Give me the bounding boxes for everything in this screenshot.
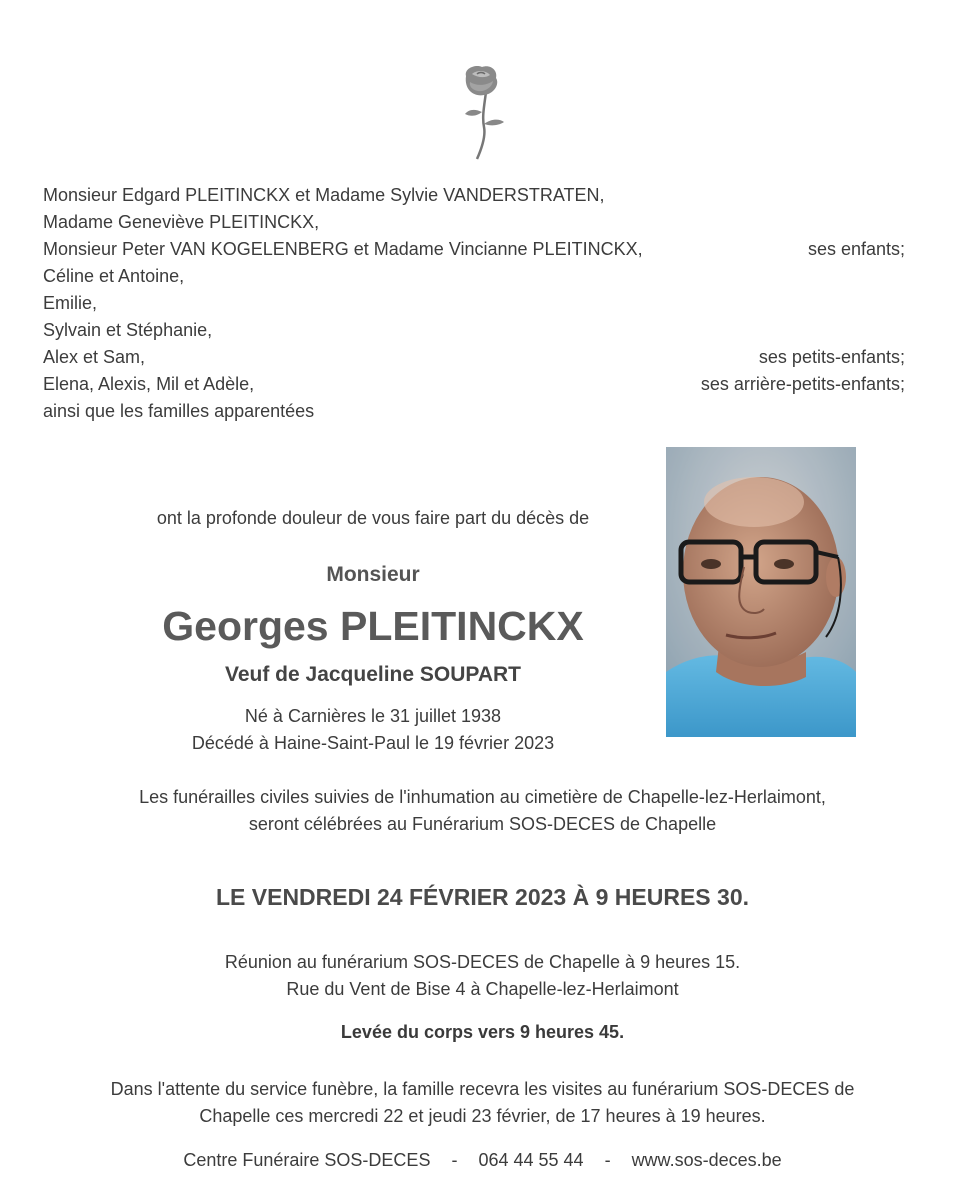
address-line: Rue du Vent de Bise 4 à Chapelle-lez-Herlaimont — [286, 979, 679, 999]
footer-company: Centre Funéraire SOS-DECES — [183, 1150, 431, 1170]
announcement: ont la profonde douleur de vous faire part du décès de — [156, 508, 590, 528]
family-line — [43, 182, 905, 209]
family-line — [43, 398, 905, 425]
visits-line-1: Dans l'attente du service funèbre, la famille recevra les visites au funérarium SOS-DECES de — [110, 1079, 855, 1099]
footer — [0, 1150, 965, 1171]
widow-of: Veuf de Jacqueline SOUPART — [224, 663, 522, 686]
reunion-info — [0, 949, 965, 1003]
death-line: Décédé à Haine-Saint-Paul le 19 février 2023 — [191, 733, 555, 753]
levee-info: Levée du corps vers 9 heures 45. — [340, 1022, 625, 1042]
funeral-date: LE VENDREDI 24 FÉVRIER 2023 À 9 HEURES 30. — [215, 884, 750, 910]
portrait-photo — [666, 447, 856, 737]
visits-line-2: Chapelle ces mercredi 22 et jeudi 23 février, de 17 heures à 19 heures. — [199, 1106, 766, 1126]
footer-separator: - — [451, 1150, 458, 1170]
birth-death-info — [43, 703, 703, 757]
funeral-line-1: Les funérailles civiles suivies de l'inhumation au cimetière de Chapelle-lez-Herlaimont, — [139, 787, 826, 807]
reunion-line: Réunion au funérarium SOS-DECES de Chapelle à 9 heures 15. — [224, 952, 741, 972]
deceased-last-name: PLEITINCKX — [340, 603, 584, 649]
family-names: Alex et Sam, — [43, 347, 146, 367]
rose-icon — [446, 62, 516, 162]
funeral-info — [0, 784, 965, 838]
family-names: Monsieur Peter VAN KOGELENBERG et Madame Vincianne PLEITINCKX, — [43, 239, 643, 259]
family-line — [43, 317, 905, 344]
family-names: Madame Geneviève PLEITINCKX, — [43, 212, 320, 232]
footer-separator: - — [604, 1150, 611, 1170]
family-names: Monsieur Edgard PLEITINCKX et Madame Sylvie VANDERSTRATEN, — [43, 185, 605, 205]
family-list — [43, 182, 905, 425]
family-line — [43, 236, 905, 263]
footer-phone: 064 44 55 44 — [478, 1150, 584, 1170]
family-role: ses arrière-petits-enfants; — [700, 374, 905, 394]
family-names: Elena, Alexis, Mil et Adèle, — [43, 374, 255, 394]
family-names: Sylvain et Stéphanie, — [43, 320, 213, 340]
family-role: ses petits-enfants; — [758, 347, 905, 367]
deceased-title: Monsieur — [326, 563, 420, 586]
family-names: Céline et Antoine, — [43, 266, 185, 286]
birth-line: Né à Carnières le 31 juillet 1938 — [244, 706, 502, 726]
family-names: Emilie, — [43, 293, 98, 313]
family-line — [43, 263, 905, 290]
deceased-name — [43, 603, 703, 650]
family-line — [43, 290, 905, 317]
footer-website: www.sos-deces.be — [631, 1150, 782, 1170]
deceased-first-name: Georges — [162, 603, 329, 649]
family-names: ainsi que les familles apparentées — [43, 401, 315, 421]
family-role: ses enfants; — [807, 239, 905, 259]
visits-info — [0, 1076, 965, 1130]
family-line — [43, 344, 905, 371]
family-line — [43, 371, 905, 398]
funeral-line-2: seront célébrées au Funérarium SOS-DECES de Chapelle — [248, 814, 717, 834]
family-line — [43, 209, 905, 236]
